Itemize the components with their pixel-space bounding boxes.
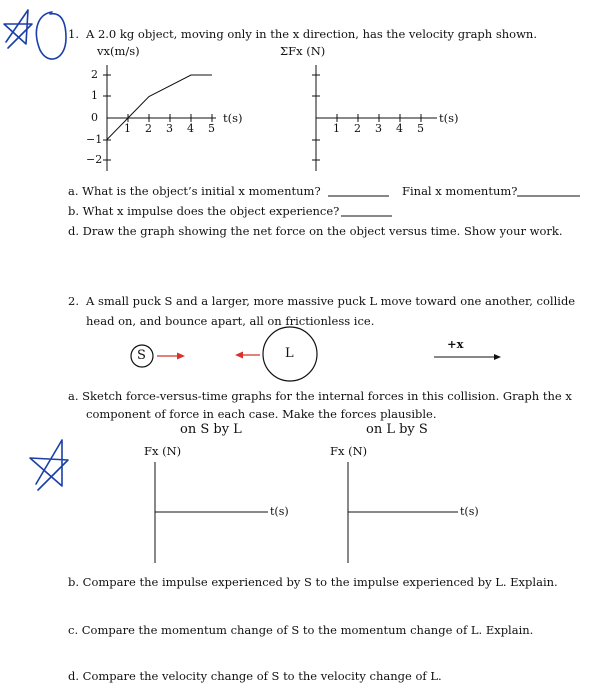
force-x-tick-label: 2 (354, 122, 361, 135)
velocity-y-tick-label: −1 (86, 133, 103, 146)
q1-stem: A 2.0 kg object, moving only in the x direction, has the velocity graph shown. (86, 27, 537, 41)
q2-part-d: d. Compare the velocity change of S to the velocity change of L. (68, 669, 442, 683)
q2-part-a-line2: component of force in each case. Make the forces plausible. (86, 407, 437, 421)
velocity-graph-ylabel: vx(m/s) (97, 44, 140, 58)
force-x-tick-label: 3 (375, 122, 382, 135)
positive-x-label: +x (447, 337, 464, 351)
force-xlabel: t(s) (439, 111, 459, 125)
puck-s-label: S (137, 348, 146, 363)
q2-part-c: c. Compare the momentum change of S to the momentum change of L. Explain. (68, 623, 534, 637)
velocity-y-tick-label: 1 (91, 89, 98, 102)
graph-title-s-by-l: on S by L (180, 422, 242, 437)
q1-part-d: d. Draw the graph showing the net force on the object versus time. Show your work. (68, 224, 563, 238)
force-x-tick-label: 4 (396, 122, 403, 135)
graph2-xlabel: t(s) (460, 505, 479, 518)
graph-title-l-by-s: on L by S (366, 422, 428, 437)
q2-part-b: b. Compare the impulse experienced by S to the impulse experienced by L. Explain. (68, 575, 558, 589)
force-graph-ylabel: ΣFx (N) (280, 44, 326, 58)
q2-stem-line1: A small puck S and a larger, more massive puck L move toward one another, collide (86, 294, 576, 308)
force-x-tick-label: 1 (333, 122, 340, 135)
velocity-x-tick-label: 3 (166, 122, 173, 135)
velocity-x-tick-label: 1 (124, 122, 131, 135)
q1-part-a-final: Final x momentum? (402, 184, 518, 198)
q1-number: 1. (68, 27, 79, 41)
velocity-x-tick-label: 5 (208, 122, 215, 135)
puck-l-label: L (285, 346, 294, 361)
q2-stem-line2: head on, and bounce apart, all on frictionless ice. (86, 314, 375, 328)
q1-part-a: a. What is the object’s initial x momentum? (68, 184, 321, 198)
velocity-y-tick-label: −2 (86, 153, 103, 166)
velocity-xlabel: t(s) (223, 111, 243, 125)
graph1-ylabel: Fx (N) (144, 444, 182, 458)
q1-part-b: b. What x impulse does the object experience? (68, 204, 340, 218)
velocity-y-tick-label: 0 (91, 111, 98, 124)
q2-part-a-line1: a. Sketch force-versus-time graphs for the internal forces in this collision. Graph the x (68, 389, 572, 403)
velocity-x-tick-label: 4 (187, 122, 194, 135)
q2-number: 2. (68, 294, 79, 308)
velocity-y-tick-label: 2 (91, 68, 98, 81)
velocity-x-tick-label: 2 (145, 122, 152, 135)
graph1-xlabel: t(s) (270, 505, 289, 518)
graph2-ylabel: Fx (N) (330, 444, 368, 458)
force-x-tick-label: 5 (417, 122, 424, 135)
